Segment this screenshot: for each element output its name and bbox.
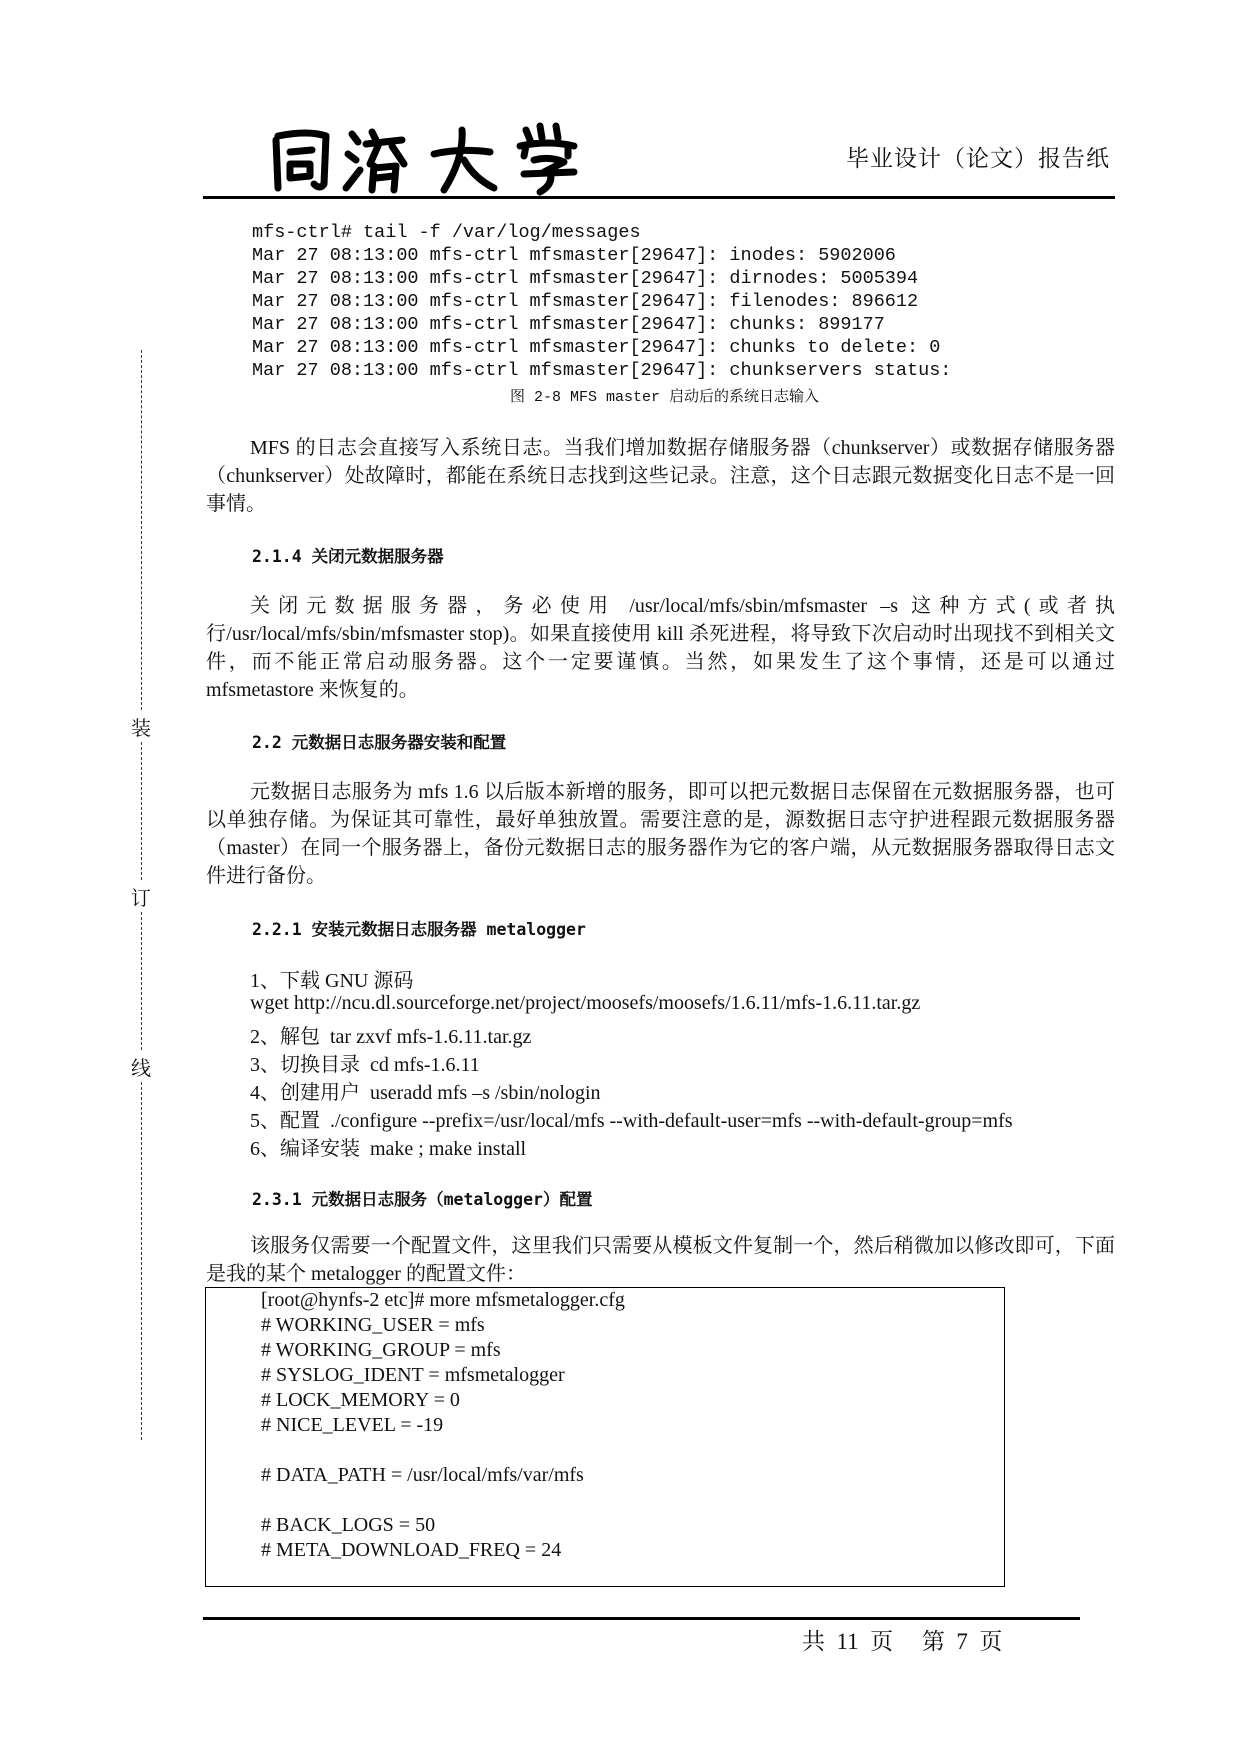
config-line: # META_DOWNLOAD_FREQ = 24: [261, 1539, 562, 1561]
header-title: 毕业设计（论文）报告纸: [846, 146, 1110, 171]
paragraph: MFS 的日志会直接写入系统日志。当我们增加数据存储服务器（chunkserver）或数据存储服务器（chunkserver）处故障时，都能在系统日志找到这些记录。注意，这个日志跟元数据变化日志不是一回事情。: [206, 437, 1115, 515]
terminal-line: Mar 27 08:13:00 mfs-ctrl mfsmaster[29647]: chunks: 899177: [252, 314, 885, 335]
step-line: 6、编译安装 make ; make install: [250, 1138, 527, 1160]
terminal-line: Mar 27 08:13:00 mfs-ctrl mfsmaster[29647]: dirnodes: 5005394: [252, 268, 919, 289]
header-rule: [203, 196, 1115, 199]
figure-caption: 图 2-8 MFS master 启动后的系统日志输入: [510, 389, 820, 406]
section-heading: 2.1.4 关闭元数据服务器: [252, 547, 444, 566]
binding-char-xian: 线: [131, 1052, 151, 1081]
section-heading: 2.2.1 安装元数据日志服务器 metalogger: [252, 920, 586, 939]
step-line: 2、解包 tar zxvf mfs-1.6.11.tar.gz: [250, 1026, 532, 1048]
config-line: # WORKING_GROUP = mfs: [261, 1339, 501, 1361]
config-line: [root@hynfs-2 etc]# more mfsmetalogger.cfg: [261, 1289, 625, 1311]
binding-dashed-line: [141, 350, 142, 710]
config-line: # SYSLOG_IDENT = mfsmetalogger: [261, 1364, 565, 1386]
page-counter: 共 11 页 第 7 页: [802, 1629, 1003, 1654]
terminal-line: mfs-ctrl# tail -f /var/log/messages: [252, 222, 641, 243]
terminal-line: Mar 27 08:13:00 mfs-ctrl mfsmaster[29647]: filenodes: 896612: [252, 291, 919, 312]
terminal-line: Mar 27 08:13:00 mfs-ctrl mfsmaster[29647]: inodes: 5902006: [252, 245, 896, 266]
step-line: wget http://ncu.dl.sourceforge.net/project/moosefs/moosefs/1.6.11/mfs-1.6.11.tar.gz: [250, 992, 921, 1014]
section-heading: 2.3.1 元数据日志服务（metalogger）配置: [252, 1190, 593, 1209]
university-logo-calligraphy: [268, 118, 588, 198]
binding-char-zhuang: 装: [131, 712, 151, 741]
terminal-line: Mar 27 08:13:00 mfs-ctrl mfsmaster[29647]: chunkservers status:: [252, 360, 952, 381]
config-line: # BACK_LOGS = 50: [261, 1514, 436, 1536]
config-line: # WORKING_USER = mfs: [261, 1314, 485, 1336]
terminal-line: Mar 27 08:13:00 mfs-ctrl mfsmaster[29647]: chunks to delete: 0: [252, 337, 941, 358]
config-line: # LOCK_MEMORY = 0: [261, 1389, 460, 1411]
step-line: 1、下载 GNU 源码: [250, 970, 414, 992]
binding-dashed-line: [141, 1082, 142, 1440]
binding-dashed-line: [141, 742, 142, 880]
binding-char-ding: 订: [131, 882, 151, 911]
step-line: 5、配置 ./configure --prefix=/usr/local/mfs --with-default-user=mfs --with-default-group=mfs: [250, 1110, 1013, 1132]
paragraph: 元数据日志服务为 mfs 1.6 以后版本新增的服务，即可以把元数据日志保留在元数据服务器，也可以单独存储。为保证其可靠性，最好单独放置。需要注意的是，源数据日志守护进程跟元数据服务器（master）在同一个服务器上，备份元数据日志的服务器作为它的客户端，从元数据服务器取得日志文件进行备份。: [206, 781, 1115, 887]
step-line: 4、创建用户 useradd mfs –s /sbin/nologin: [250, 1082, 601, 1104]
footer-rule: [203, 1617, 1080, 1620]
paragraph: 关闭元数据服务器，务必使用 /usr/local/mfs/sbin/mfsmaster –s 这种方式(或者执行/usr/local/mfs/sbin/mfsmaster stop)。如果直接使用 kill 杀死进程，将导致下次启动时出现找不到相关文件，而不能正常启动服务器。这个一定要谨慎。当然，如果发生了这个事情，还是可以通过 mfsmetastore 来恢复的。: [206, 595, 1115, 701]
university-logo: [268, 118, 588, 198]
config-line: # DATA_PATH = /usr/local/mfs/var/mfs: [261, 1464, 584, 1486]
step-line: 3、切换目录 cd mfs-1.6.11: [250, 1054, 480, 1076]
binding-dashed-line: [141, 912, 142, 1050]
paragraph: 该服务仅需要一个配置文件，这里我们只需要从模板文件复制一个，然后稍微加以修改即可，下面是我的某个 metalogger 的配置文件：: [206, 1235, 1115, 1285]
config-line: # NICE_LEVEL = -19: [261, 1414, 444, 1436]
section-heading: 2.2 元数据日志服务器安装和配置: [252, 733, 507, 752]
